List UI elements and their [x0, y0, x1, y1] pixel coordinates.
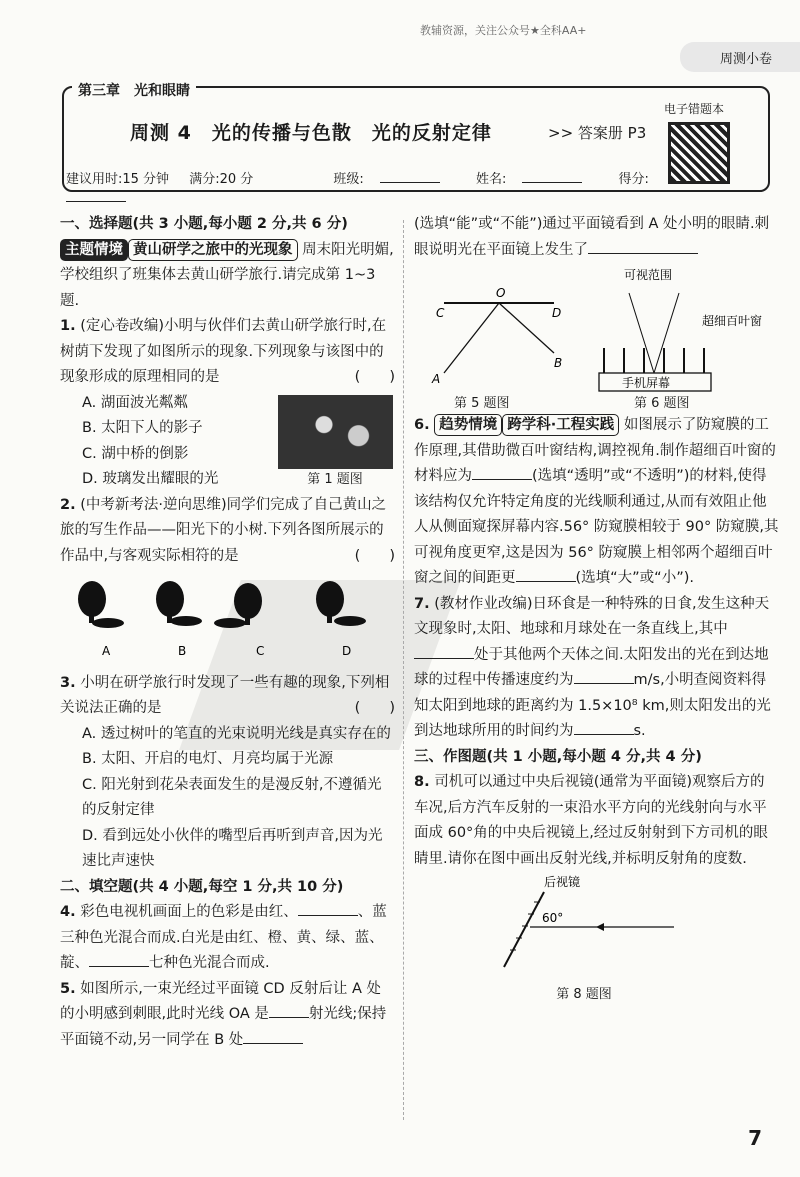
q3-answer-paren[interactable]: ( ) — [354, 700, 395, 716]
q7-blank-2[interactable] — [574, 669, 634, 684]
q6-tag-trend: 趋势情境 — [434, 414, 502, 436]
q8-mirror-label: 后视镜 — [544, 875, 581, 889]
page-title: 周测 4 光的传播与色散 光的反射定律 — [130, 122, 492, 144]
q1-option-a[interactable]: A. 湖面波光粼粼 — [82, 394, 188, 411]
q8-figure-caption: 第 8 题图 — [556, 987, 612, 1002]
q1-answer-paren[interactable]: ( ) — [354, 369, 395, 385]
q4-blank-2[interactable] — [89, 952, 149, 967]
q2-text: (中考新考法·逆向思维)同学们完成了自己黄山之旅的写生作品——阳光下的小树.下列各图所展示的作品中,与客观实际相符的是 — [60, 496, 387, 564]
q8-angle-label: 60° — [542, 911, 564, 925]
svg-text:D: D — [552, 306, 562, 320]
q5-continued: (选填“能”或“不能”)通过平面镜看到 A 处小明的眼睛.刺眼说明光在平面镜上发生了 — [414, 216, 770, 258]
svg-text:手机屏幕: 手机屏幕 — [622, 376, 671, 390]
top-note: 教辅资源，关注公众号★全科AA+ — [420, 24, 587, 37]
section-choice: 一、选择题(共 3 小题,每小题 2 分,共 6 分) — [60, 216, 348, 232]
page-number: 7 — [748, 1126, 762, 1150]
answer-ref: >> 答案册 P3 — [548, 124, 647, 142]
q3-option-d[interactable]: D. 看到远处小伙伴的嘴型后再听到声音,因为光速比声速快 — [82, 827, 383, 869]
q3-option-a[interactable]: A. 透过树叶的笔直的光束说明光线是真实存在的 — [82, 725, 391, 742]
svg-text:C: C — [436, 306, 445, 320]
question-2: 2. (中考新考法·逆向思维)同学们完成了自己黄山之旅的写生作品——阳光下的小树.下列各图所展示的作品中,与客观实际相符的是 ( ) A B C D — [60, 493, 395, 671]
chapter-label: 第三章 光和眼睛 — [72, 80, 196, 100]
svg-text:可视范围: 可视范围 — [624, 268, 673, 282]
q2-label-c: C — [256, 644, 265, 658]
q2-label-d: D — [342, 644, 352, 658]
suggested-time: 建议用时:15 分钟 — [66, 172, 170, 187]
q1-option-c[interactable]: C. 湖中桥的倒影 — [82, 445, 189, 462]
theme-tag: 主题情境 — [60, 239, 128, 261]
svg-text:B: B — [554, 356, 563, 370]
q2-label-b: B — [178, 644, 187, 658]
qr-label: 电子错题本 — [664, 102, 725, 116]
score-field: 得分: — [66, 172, 665, 206]
theme-context — [60, 238, 395, 315]
question-7: 7. (教材作业改编)日环食是一种特殊的日食,发生这种天文现象时,太阳、地球和月球处在一条直线上,其中处于其他两个天体之间.太阳发出的光在到达地球的过程中传播速度约为 m/s,小明查阅资料得知太阳到地球的距离约为 1.5×10⁸ km,则太阳发出的光到达地球所用的时间约为 s. — [414, 595, 771, 739]
q5-blank-3[interactable] — [588, 239, 698, 254]
q6-figure — [584, 263, 784, 403]
q5-blank-1[interactable] — [269, 1003, 309, 1018]
q3-option-c[interactable]: C. 阳光射到花朵表面发生的是漫反射,不遵循光的反射定律 — [82, 776, 382, 818]
question-8: 8. 司机可以通过中央后视镜(通常为平面镜)观察后方的车况,后方汽车反射的一束沿水平方向的光线射向与水平面成 60°角的中央后视镜上,经过反射射到下方司机的眼睛里.请你在图中画出反射光线,并标明反射角的度数. 后视镜 60° 第 8 题图 — [414, 770, 779, 1008]
q4-blank-1[interactable] — [298, 901, 358, 916]
q2-label-a: A — [102, 644, 111, 658]
q7-blank-3[interactable] — [574, 720, 634, 735]
meta-line — [66, 168, 666, 206]
left-column — [60, 212, 395, 1053]
q3-text: 小明在研学旅行时发现了一些有趣的现象,下列相关说法正确的是 — [60, 674, 390, 716]
question-3: 3. 小明在研学旅行时发现了一些有趣的现象,下列相关说法正确的是 ( ) A. 透过树叶的笔直的光束说明光线是真实存在的 B. 太阳、开启的电灯、月亮均属于光源 C. 阳光射到花朵表面发生的是漫反射,不遵循光的反射定律 D. 看到远处小伙伴的嘴型后再听到声音,因为光速比声速快 — [60, 671, 395, 875]
right-column — [414, 212, 779, 1008]
svg-text:O: O — [496, 286, 506, 300]
svg-text:超细百叶窗: 超细百叶窗 — [702, 314, 763, 328]
q6-blank-1[interactable] — [472, 465, 532, 480]
week-tab: 周测小卷 — [680, 42, 800, 72]
q6-figure-caption: 第 6 题图 — [634, 396, 690, 411]
question-6: 6. 趋势情境 跨学科·工程实践 如图展示了防窥膜的工作原理,其借助微百叶窗结构,调控视角.制作超细百叶窗的材料应为 (选填“透明”或“不透明”)的材料,使得该结构仅允许特定角度的光线顺利通过,从而有效阻止他人从侧面窥探屏幕内容.56° 防窥膜相较于 90° 防窥膜,其可视角度更窄,这是因为 56° 防窥膜上相邻两个超细百叶窗之间的间距更 (选填“大”或“小”). — [414, 413, 779, 592]
class-field: 班级: — [333, 172, 455, 187]
theme-text: 周末阳光明媚,学校组织了班集体去黄山研学旅行.请完成第 1~3 题. — [60, 241, 394, 309]
q2-figure-trees — [60, 569, 390, 661]
name-field: 姓名: — [476, 172, 598, 187]
q3-option-b[interactable]: B. 太阳、开启的电灯、月亮均属于光源 — [82, 751, 334, 767]
q5-blank-2[interactable] — [243, 1029, 303, 1044]
q6-blank-2[interactable] — [516, 567, 576, 582]
q7-blank-1[interactable] — [414, 644, 474, 659]
q2-answer-paren[interactable]: ( ) — [354, 547, 395, 564]
q5-figure-caption: 第 5 题图 — [454, 396, 510, 411]
q1-figure-caption: 第 1 题图 — [307, 471, 363, 487]
theme-name: 黄山研学之旅中的光现象 — [128, 239, 298, 261]
q1-option-b[interactable]: B. 太阳下人的影子 — [82, 420, 203, 436]
qr-code-icon[interactable] — [668, 122, 730, 184]
q1-figure-photo — [278, 395, 393, 469]
section-drawing: 三、作图题(共 1 小题,每小题 4 分,共 4 分) — [414, 748, 702, 765]
svg-text:A: A — [432, 372, 441, 386]
q5-figure — [424, 273, 574, 393]
figures-5-6 — [414, 263, 779, 413]
q8-figure-mirror — [464, 872, 764, 982]
q6-tag-cross: 跨学科·工程实践 — [502, 414, 619, 436]
question-1: 1. (定心卷改编)小明与伙伴们去黄山研学旅行时,在树荫下发现了如图所示的现象.下列现象与该图中的现象形成的原理相同的是 ( ) A. 湖面波光粼粼 B. 太阳下人的影子 C. 湖中桥的倒影 D. 玻璃发出耀眼的光 第 1 题图 — [60, 314, 395, 493]
column-divider — [403, 220, 404, 1120]
q1-option-d[interactable]: D. 玻璃发出耀眼的光 — [82, 471, 219, 487]
q1-text: (定心卷改编)小明与伙伴们去黄山研学旅行时,在树荫下发现了如图所示的现象.下列现象与该图中的现象形成的原理相同的是 — [60, 318, 387, 385]
section-fill: 二、填空题(共 4 小题,每空 1 分,共 10 分) — [60, 878, 344, 895]
full-score: 满分:20 分 — [189, 172, 254, 187]
question-4: 4. 彩色电视机画面上的色彩是由红、 、蓝三种色光混合而成.白光是由红、橙、黄、绿、蓝、靛、 七种色光混合而成. — [60, 900, 395, 977]
question-5: 5. 如图所示,一束光经过平面镜 CD 反射后让 A 处的小明感到刺眼,此时光线 OA 是 射光线;保持平面镜不动,另一同学在 B 处 — [60, 980, 387, 1048]
